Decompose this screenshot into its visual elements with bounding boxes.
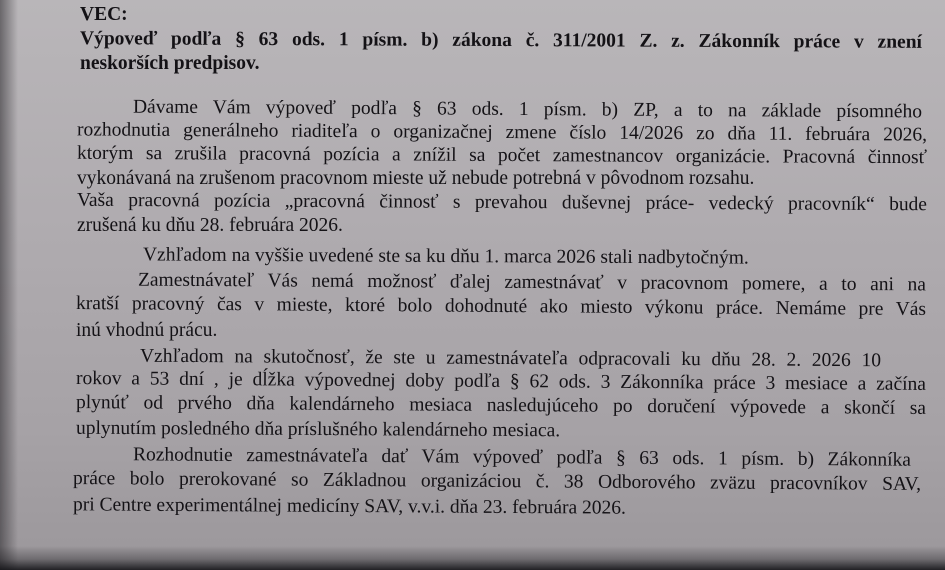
- paragraph-4-line-1: Vzhľadom na skutočnosť, že ste u zamestnávateľa odpracovali ku dňu 28. 2. 2026 10: [139, 345, 882, 372]
- paragraph-1-line-2: rozhodnutia generálneho riaditeľa o organizačnej zmene číslo 14/2026 zo dňa 11. februára 2026,: [76, 119, 928, 146]
- paragraph-1-line-6: zrušená ku dňu 28. februára 2026.: [77, 215, 343, 236]
- paragraph-1-line-5: Vaša pracovná pozícia „pracovná činnosť s prevahou duševnej práce- vedecký pracovník“ bude: [76, 189, 928, 216]
- paragraph-1-line-3: ktorým sa zrušila pracovná pozícia a znížil sa počet zamestnancov organizácie. Pracovná činnosť: [76, 142, 928, 169]
- paragraph-3-line-1: Zamestnávateľ Vás nemá možnosť ďalej zamestnávať v pracovnom pomere, a to ani na: [137, 269, 927, 296]
- paragraph-1-line-4: vykonávaná na zrušenom pracovnom mieste už nebude potrebná v pôvodnom rozsahu.: [77, 168, 755, 189]
- paragraph-2-line-1: Vzhľadom na vyššie uvedené ste sa ku dňu 1. marca 2026 stali nadbytočným.: [142, 244, 749, 269]
- paragraph-4-line-2: rokov a 53 dní , je dĺžka výpovednej doby podľa § 62 ods. 3 Zákonníka práce 3 mesiace a začína: [75, 368, 927, 395]
- paragraph-4-line-4: uplynutím posledného dňa príslušného kalendárneho mesiaca.: [75, 417, 561, 442]
- subject-line-2: neskorších predpisov.: [80, 53, 260, 74]
- subject-line-1: Výpoveď podľa § 63 ods. 1 písm. b) zákona č. 311/2001 Z. z. Zákonník práce v znení: [79, 28, 923, 53]
- paragraph-3-line-3: inú vhodnú prácu.: [76, 320, 218, 341]
- paragraph-5-line-1: Rozhodnutie zamestnávateľa dať Vám výpoveď podľa § 63 ods. 1 písm. b) Zákonníka: [132, 444, 912, 471]
- paragraph-4-line-3: plynúť od prvého dňa kalendárneho mesiaca nasledujúceho po doručení výpovede a skončí sa: [75, 392, 927, 419]
- paragraph-5-line-3: pri Centre experimentálnej medicíny SAV, v.v.i. dňa 23. februára 2026.: [72, 494, 626, 519]
- paragraph-3-line-2: kratší pracovný čas v mieste, ktoré bolo dohodnuté ako miesto výkonu práce. Nemáme pre Vás: [75, 293, 927, 320]
- page-shadow: [0, 0, 18, 570]
- paragraph-5-line-2: práce bolo prerokované so Základnou organizáciou č. 38 Odborového zväzu pracovníkov SAV,: [72, 468, 922, 495]
- photo-bottom-edge: [0, 546, 945, 570]
- paragraph-1-line-1: Dávame Vám výpoveď podľa § 63 ods. 1 písm. b) ZP, a to na základe písomného: [132, 96, 923, 123]
- vec-label: VEC:: [80, 4, 128, 25]
